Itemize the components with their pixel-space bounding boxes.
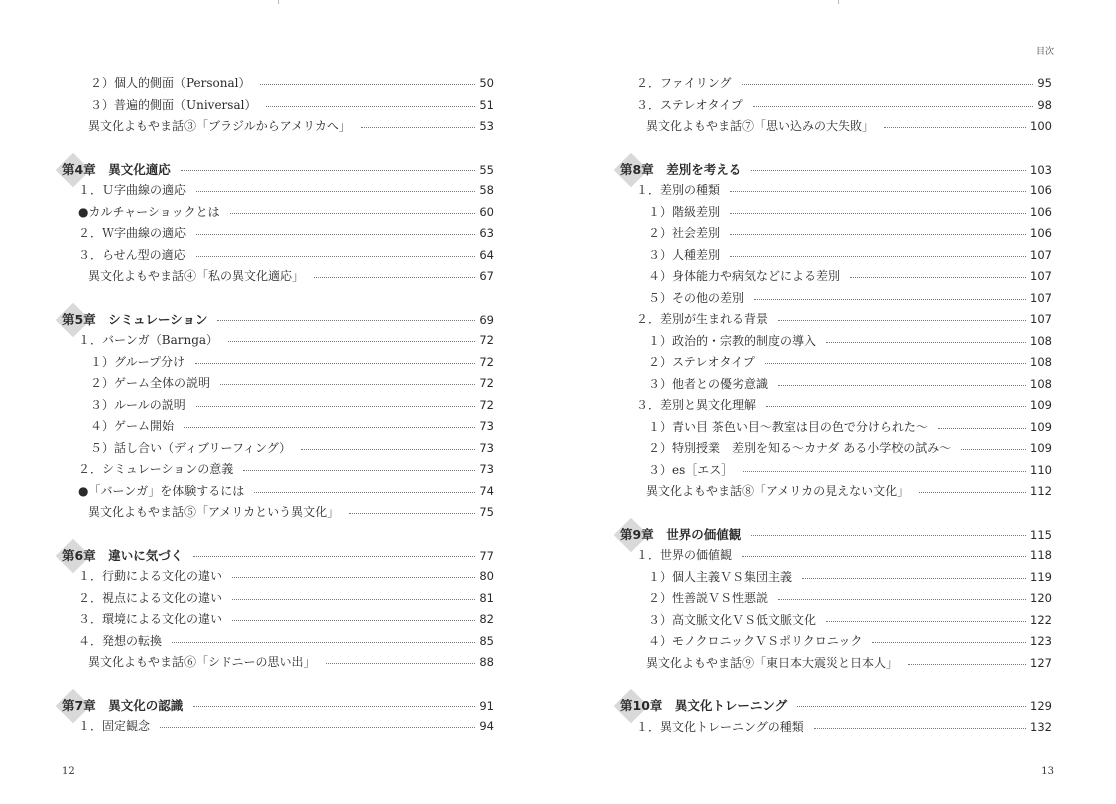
dot-leader	[961, 449, 1026, 450]
dot-leader	[196, 234, 475, 235]
dot-leader	[314, 277, 475, 278]
entry-page-number: 53	[479, 119, 494, 133]
entry-page-number: 91	[479, 698, 494, 713]
dot-leader	[730, 191, 1026, 192]
dot-leader	[160, 727, 475, 728]
entry-title: 第10章 異文化トレーニング	[620, 698, 788, 713]
entry-page-number: 123	[1030, 634, 1052, 648]
toc-entry[interactable]	[62, 73, 494, 95]
toc-entry[interactable]	[620, 653, 1052, 675]
dot-leader	[260, 84, 475, 85]
entry-page-number: 77	[479, 548, 494, 563]
entry-title: ３）ルールの説明	[90, 397, 186, 412]
entry-page-number: 115	[1030, 527, 1052, 542]
toc-entry[interactable]	[620, 460, 1052, 482]
entry-page-number: 63	[479, 226, 494, 240]
entry-title: ４．発想の転換	[78, 633, 163, 648]
chapter-entry[interactable]	[620, 159, 1052, 181]
toc-entry[interactable]	[62, 202, 494, 224]
entry-title: １．差別の種類	[636, 183, 721, 197]
dot-leader	[884, 127, 1026, 128]
toc-entry[interactable]	[62, 502, 494, 524]
entry-title: １．異文化トレーニングの種類	[636, 719, 804, 734]
dot-leader	[217, 320, 475, 321]
entry-page-number: 85	[479, 633, 494, 648]
dot-leader	[243, 470, 475, 471]
entry-title: ３．差別と異文化理解	[636, 398, 757, 412]
entry-title: ２）個人的側面（Personal）	[90, 76, 251, 90]
entry-title: ２．差別が生まれる背景	[636, 312, 769, 326]
dot-leader	[765, 363, 1026, 364]
entry-title: 第8章 差別を考える	[620, 161, 742, 177]
entry-title: １）階級差別	[648, 204, 721, 219]
entry-title: 異文化よもやま話⑤「アメリカという異文化」	[88, 505, 340, 519]
toc-entry[interactable]	[620, 331, 1052, 353]
toc-entry[interactable]	[62, 459, 494, 481]
entry-page-number: 72	[479, 333, 494, 347]
dot-leader	[919, 492, 1026, 493]
entry-page-number: 103	[1030, 162, 1052, 177]
toc-entry[interactable]	[620, 588, 1052, 610]
chapter-entry[interactable]	[62, 695, 494, 717]
entry-page-number: 64	[479, 247, 494, 262]
entry-title: １．世界の価値観	[636, 548, 733, 562]
toc-entry[interactable]	[620, 352, 1052, 374]
entry-title: 異文化よもやま話⑥「シドニーの思い出」	[88, 655, 316, 669]
dot-leader	[778, 320, 1026, 321]
toc-entry[interactable]	[620, 180, 1052, 202]
entry-page-number: 60	[479, 204, 494, 219]
dot-leader	[220, 384, 475, 385]
toc-entry[interactable]	[62, 395, 494, 417]
toc-entry[interactable]	[620, 95, 1052, 117]
dot-leader	[184, 427, 475, 428]
entry-title: ２）性善説ＶＳ性悪説	[648, 591, 769, 605]
dot-leader	[730, 256, 1026, 257]
entry-page-number: 74	[479, 483, 494, 498]
toc-entry[interactable]	[620, 309, 1052, 331]
dot-leader	[743, 471, 1026, 472]
entry-page-number: 132	[1030, 719, 1052, 734]
toc-entry[interactable]	[62, 245, 494, 267]
entry-title: ４）ゲーム開始	[90, 419, 175, 433]
toc-entry[interactable]	[62, 416, 494, 438]
dot-leader	[196, 406, 476, 407]
entry-page-number: 107	[1030, 269, 1052, 283]
entry-title: ４）モノクロニックＶＳポリクロニック	[648, 634, 863, 648]
dot-leader	[228, 341, 475, 342]
toc-entry[interactable]	[620, 417, 1052, 439]
running-head: 目次	[1035, 47, 1054, 57]
entry-title: 異文化よもやま話③「ブラジルからアメリカへ」	[88, 119, 351, 133]
dot-leader	[254, 492, 475, 493]
toc-entry[interactable]	[62, 330, 494, 352]
entry-title: ３）普遍的側面（Universal）	[90, 97, 257, 112]
toc-entry[interactable]	[620, 288, 1052, 310]
dot-leader	[742, 556, 1026, 557]
entry-page-number: 50	[479, 76, 494, 90]
dot-leader	[193, 556, 475, 557]
entry-title: １．行動による文化の違い	[78, 569, 223, 583]
toc-entry[interactable]	[620, 631, 1052, 653]
entry-title: 第9章 世界の価値観	[620, 526, 742, 542]
toc-entry[interactable]	[620, 567, 1052, 589]
entry-title: １）グループ分け	[90, 354, 186, 369]
toc-entry[interactable]	[620, 374, 1052, 396]
entry-title: ２．視点による文化の違い	[78, 590, 223, 605]
toc-entry[interactable]	[62, 481, 494, 503]
entry-title: １．固定観念	[78, 719, 151, 733]
entry-page-number: 100	[1030, 119, 1052, 133]
dot-leader	[361, 127, 475, 128]
entry-page-number: 108	[1030, 333, 1052, 348]
entry-page-number: 80	[479, 569, 494, 583]
toc-entry[interactable]	[620, 202, 1052, 224]
toc-entry[interactable]	[62, 588, 494, 610]
dot-leader	[802, 578, 1026, 579]
dot-leader	[766, 406, 1026, 407]
entry-title: 第6章 違いに気づく	[62, 547, 184, 563]
entry-page-number: 75	[479, 505, 494, 519]
entry-page-number: 106	[1030, 183, 1052, 197]
right-page	[558, 0, 1116, 804]
toc-entry[interactable]	[620, 610, 1052, 632]
dot-leader	[232, 620, 475, 621]
entry-title: 異文化よもやま話⑨「東日本大震災と日本人」	[646, 655, 899, 670]
entry-title: ２．シミュレーションの意義	[78, 462, 234, 476]
entry-title: ２）ステレオタイプ	[648, 355, 755, 369]
toc-entry[interactable]	[62, 631, 494, 653]
dot-leader	[778, 599, 1026, 600]
entry-page-number: 72	[479, 376, 494, 390]
entry-title: ５）話し合い（ディブリーフィング）	[90, 440, 292, 455]
toc-entry[interactable]	[62, 566, 494, 588]
entry-title: ３）他者との優劣意識	[648, 376, 769, 391]
entry-page-number: 109	[1030, 419, 1052, 434]
entry-title: 第4章 異文化適応	[62, 161, 171, 177]
dot-leader	[751, 170, 1026, 171]
entry-page-number: 73	[479, 419, 494, 433]
toc-list-right	[620, 73, 1052, 738]
entry-title: １）政治的・宗教的制度の導入	[648, 333, 817, 348]
toc-entry[interactable]	[620, 73, 1052, 95]
entry-title: 第7章 異文化の認識	[62, 697, 184, 713]
entry-page-number: 109	[1030, 398, 1052, 412]
entry-title: 異文化よもやま話④「私の異文化適応」	[88, 269, 305, 283]
toc-entry[interactable]	[620, 223, 1052, 245]
dot-leader	[193, 706, 475, 707]
dot-leader	[814, 728, 1026, 729]
dot-leader	[778, 385, 1026, 386]
toc-entry[interactable]	[62, 352, 494, 374]
chapter-entry[interactable]	[620, 524, 1052, 546]
chapter-entry[interactable]	[62, 545, 494, 567]
page-number-left: 12	[62, 766, 75, 777]
toc-entry[interactable]	[62, 438, 494, 460]
entry-page-number: 95	[1037, 76, 1052, 90]
entry-title: ●カルチャーショックとは	[78, 204, 220, 219]
entry-page-number: 108	[1030, 355, 1052, 369]
dot-leader	[730, 234, 1026, 235]
entry-title: ５）その他の差別	[648, 290, 745, 305]
dot-leader	[266, 106, 475, 107]
entry-page-number: 98	[1037, 97, 1052, 112]
entry-title: ２．ファイリング	[636, 76, 732, 90]
entry-page-number: 81	[479, 590, 494, 605]
entry-page-number: 67	[479, 269, 494, 283]
dot-leader	[797, 706, 1026, 707]
entry-page-number: 88	[479, 655, 494, 669]
dot-leader	[753, 106, 1033, 107]
dot-leader	[230, 213, 476, 214]
dot-leader	[938, 428, 1026, 429]
entry-page-number: 106	[1030, 204, 1052, 219]
entry-page-number: 73	[479, 462, 494, 476]
entry-page-number: 120	[1030, 591, 1052, 605]
toc-entry[interactable]	[620, 481, 1052, 503]
toc-entry[interactable]	[620, 395, 1052, 417]
dot-leader	[195, 363, 475, 364]
dot-leader	[872, 642, 1026, 643]
chapter-entry[interactable]	[620, 695, 1052, 717]
dot-leader	[326, 663, 476, 664]
entry-page-number: 109	[1030, 441, 1052, 455]
page-number-right: 13	[1041, 766, 1054, 777]
entry-title: ２）ゲーム全体の説明	[90, 376, 211, 390]
entry-page-number: 118	[1030, 548, 1052, 562]
dot-leader	[232, 577, 475, 578]
chapter-entry[interactable]	[62, 309, 494, 331]
entry-page-number: 82	[479, 612, 494, 626]
entry-page-number: 94	[479, 719, 494, 733]
dot-leader	[742, 84, 1034, 85]
entry-page-number: 51	[479, 97, 494, 112]
dot-leader	[196, 191, 475, 192]
toc-entry[interactable]	[62, 652, 494, 674]
toc-entry[interactable]	[62, 609, 494, 631]
entry-title: ３）高文脈文化ＶＳ低文脈文化	[648, 612, 817, 627]
toc-entry[interactable]	[620, 545, 1052, 567]
entry-page-number: 107	[1030, 247, 1052, 262]
entry-page-number: 72	[479, 397, 494, 412]
entry-title: １）青い目 茶色い目～教室は目の色で分けられた～	[648, 419, 928, 434]
entry-page-number: 122	[1030, 612, 1052, 627]
entry-title: ３．らせん型の適応	[78, 247, 186, 262]
entry-page-number: 58	[479, 183, 494, 197]
dot-leader	[908, 664, 1026, 665]
entry-title: 異文化よもやま話⑧「アメリカの見えない文化」	[646, 484, 910, 498]
toc-entry[interactable]	[62, 373, 494, 395]
toc-entry[interactable]	[62, 116, 494, 138]
entry-page-number: 129	[1030, 699, 1052, 713]
toc-entry[interactable]	[620, 717, 1052, 739]
dot-leader	[826, 621, 1026, 622]
entry-page-number: 72	[479, 354, 494, 369]
toc-entry[interactable]	[620, 266, 1052, 288]
toc-list-left	[62, 73, 494, 738]
dot-leader	[850, 277, 1026, 278]
toc-entry[interactable]	[62, 180, 494, 202]
entry-title: ３．ステレオタイプ	[636, 97, 743, 112]
entry-page-number: 107	[1030, 290, 1052, 305]
dot-leader	[181, 170, 476, 171]
dot-leader	[730, 213, 1026, 214]
entry-page-number: 106	[1030, 226, 1052, 240]
dot-leader	[232, 599, 475, 600]
entry-page-number: 110	[1030, 462, 1052, 477]
toc-entry[interactable]	[620, 116, 1052, 138]
toc-entry[interactable]	[620, 438, 1052, 460]
entry-title: ２）社会差別	[648, 226, 721, 240]
dot-leader	[196, 256, 476, 257]
toc-entry[interactable]	[620, 245, 1052, 267]
trim-mark	[278, 0, 279, 4]
toc-entry[interactable]	[62, 95, 494, 117]
dot-leader	[826, 342, 1026, 343]
entry-title: 第5章 シミュレーション	[62, 311, 208, 327]
entry-page-number: 108	[1030, 376, 1052, 391]
entry-page-number: 73	[479, 440, 494, 455]
dot-leader	[349, 513, 475, 514]
toc-entry[interactable]	[62, 716, 494, 738]
entry-title: ３．環境による文化の違い	[78, 612, 223, 626]
chapter-entry[interactable]	[62, 159, 494, 181]
entry-title: ２）特別授業 差別を知る～カナダ ある小学校の試み～	[648, 441, 952, 455]
entry-page-number: 107	[1030, 312, 1052, 326]
entry-title: ３）人種差別	[648, 247, 721, 262]
entry-title: １．Ｕ字曲線の適応	[78, 183, 187, 197]
entry-title: ２．Ｗ字曲線の適応	[78, 226, 187, 240]
entry-title: ４）身体能力や病気などによる差別	[648, 269, 841, 283]
dot-leader	[301, 449, 475, 450]
entry-title: １．バーンガ（Barnga）	[78, 333, 219, 347]
toc-entry[interactable]	[62, 223, 494, 245]
entry-title: ●「バーンガ」を体験するには	[78, 483, 245, 498]
entry-title: １）個人主義ＶＳ集団主義	[648, 569, 793, 584]
toc-entry[interactable]	[62, 266, 494, 288]
entry-page-number: 112	[1030, 484, 1052, 498]
dot-leader	[754, 299, 1026, 300]
entry-page-number: 69	[479, 312, 494, 327]
entry-page-number: 55	[479, 162, 494, 177]
entry-title: 異文化よもやま話⑦「思い込みの大失敗」	[646, 119, 875, 133]
entry-title: ３）es［エス］	[648, 462, 734, 477]
trim-mark	[838, 0, 839, 4]
dot-leader	[172, 642, 475, 643]
entry-page-number: 127	[1030, 655, 1052, 670]
dot-leader	[751, 535, 1026, 536]
entry-page-number: 119	[1030, 569, 1052, 584]
